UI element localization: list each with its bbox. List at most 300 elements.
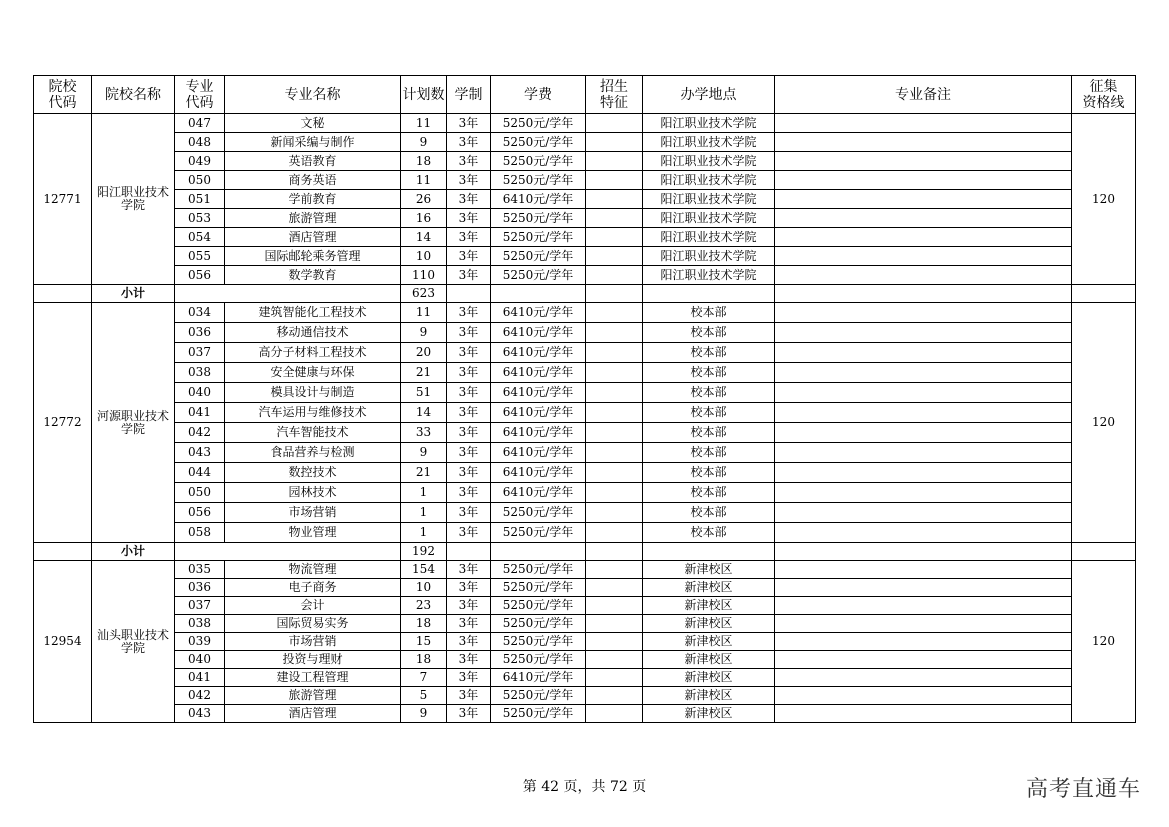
campus-cell: 校本部: [643, 523, 775, 543]
col-header-plan-count: 计划数: [401, 76, 447, 114]
major-name-cell: 国际贸易实务: [225, 615, 401, 633]
col-header-remarks: 专业备注: [775, 76, 1072, 114]
tuition-cell: 5250元/学年: [491, 687, 586, 705]
subtotal-blank-cell: [643, 543, 775, 561]
remarks-cell: [775, 209, 1072, 228]
duration-cell: 3年: [447, 669, 491, 687]
tuition-cell: 5250元/学年: [491, 503, 586, 523]
tuition-cell: 5250元/学年: [491, 561, 586, 579]
col-header-school-code: 院校 代码: [34, 76, 92, 114]
subtotal-row: [34, 543, 1136, 561]
major-name-cell: 建设工程管理: [225, 669, 401, 687]
remarks-cell: [775, 633, 1072, 651]
tuition-cell: 6410元/学年: [491, 443, 586, 463]
subtotal-value: 192: [401, 543, 447, 561]
tuition-cell: 5250元/学年: [491, 523, 586, 543]
campus-cell: 新津校区: [643, 687, 775, 705]
major-code-cell: 035: [175, 561, 225, 579]
plan-count-cell: 20: [401, 343, 447, 363]
table-row: [34, 463, 1136, 483]
subtotal-blank-cell: [586, 285, 643, 303]
plan-count-cell: 10: [401, 247, 447, 266]
plan-count-cell: 11: [401, 171, 447, 190]
tuition-cell: 5250元/学年: [491, 651, 586, 669]
table-row: [34, 343, 1136, 363]
duration-cell: 3年: [447, 383, 491, 403]
major-code-cell: 043: [175, 705, 225, 723]
enroll-feature-cell: [586, 615, 643, 633]
major-code-cell: 042: [175, 687, 225, 705]
major-name-cell: 市场营销: [225, 633, 401, 651]
school-name-cell: 阳江职业技术学院: [92, 114, 175, 285]
subtotal-blank-cell: [491, 543, 586, 561]
tuition-cell: 5250元/学年: [491, 266, 586, 285]
col-header-qualify-line: 征集 资格线: [1072, 76, 1136, 114]
major-code-cell: 054: [175, 228, 225, 247]
school-name-cell: 河源职业技术学院: [92, 303, 175, 543]
remarks-cell: [775, 687, 1072, 705]
campus-cell: 阳江职业技术学院: [643, 209, 775, 228]
plan-count-cell: 51: [401, 383, 447, 403]
plan-count-cell: 18: [401, 152, 447, 171]
enroll-feature-cell: [586, 363, 643, 383]
major-code-cell: 055: [175, 247, 225, 266]
table-row: [34, 503, 1136, 523]
table-row: [34, 483, 1136, 503]
campus-cell: 新津校区: [643, 579, 775, 597]
major-name-cell: 学前教育: [225, 190, 401, 209]
table-row: [34, 705, 1136, 723]
duration-cell: 3年: [447, 443, 491, 463]
major-name-cell: 国际邮轮乘务管理: [225, 247, 401, 266]
tuition-cell: 6410元/学年: [491, 483, 586, 503]
campus-cell: 新津校区: [643, 705, 775, 723]
tuition-cell: 5250元/学年: [491, 705, 586, 723]
major-name-cell: 商务英语: [225, 171, 401, 190]
tuition-cell: 5250元/学年: [491, 152, 586, 171]
remarks-cell: [775, 114, 1072, 133]
major-name-cell: 汽车智能技术: [225, 423, 401, 443]
enroll-feature-cell: [586, 579, 643, 597]
duration-cell: 3年: [447, 114, 491, 133]
subtotal-row: [34, 285, 1136, 303]
tuition-cell: 6410元/学年: [491, 383, 586, 403]
header-row: [34, 76, 1136, 114]
major-name-cell: 电子商务: [225, 579, 401, 597]
remarks-cell: [775, 247, 1072, 266]
qualify-line-cell: 120: [1072, 303, 1136, 543]
col-header-duration: 学制: [447, 76, 491, 114]
campus-cell: 校本部: [643, 343, 775, 363]
tuition-cell: 6410元/学年: [491, 423, 586, 443]
duration-cell: 3年: [447, 303, 491, 323]
major-code-cell: 056: [175, 266, 225, 285]
plan-count-cell: 18: [401, 615, 447, 633]
campus-cell: 校本部: [643, 443, 775, 463]
table-row: [34, 443, 1136, 463]
table-row: [34, 323, 1136, 343]
duration-cell: 3年: [447, 483, 491, 503]
duration-cell: 3年: [447, 247, 491, 266]
major-name-cell: 投资与理财: [225, 651, 401, 669]
tuition-cell: 6410元/学年: [491, 303, 586, 323]
campus-cell: 校本部: [643, 463, 775, 483]
major-name-cell: 市场营销: [225, 503, 401, 523]
major-name-cell: 移动通信技术: [225, 323, 401, 343]
school-code-cell: 12954: [34, 561, 92, 723]
duration-cell: 3年: [447, 133, 491, 152]
table-row: [34, 114, 1136, 133]
subtotal-blank-cell: [447, 543, 491, 561]
table-row: [34, 228, 1136, 247]
enroll-feature-cell: [586, 190, 643, 209]
remarks-cell: [775, 423, 1072, 443]
duration-cell: 3年: [447, 561, 491, 579]
major-name-cell: 旅游管理: [225, 687, 401, 705]
enroll-feature-cell: [586, 633, 643, 651]
major-name-cell: 高分子材料工程技术: [225, 343, 401, 363]
remarks-cell: [775, 133, 1072, 152]
enroll-feature-cell: [586, 423, 643, 443]
subtotal-blank-cell: [34, 285, 92, 303]
subtotal-blank-cell: [643, 285, 775, 303]
duration-cell: 3年: [447, 423, 491, 443]
col-header-tuition: 学费: [491, 76, 586, 114]
tuition-cell: 5250元/学年: [491, 114, 586, 133]
table-row: [34, 687, 1136, 705]
plan-count-cell: 14: [401, 228, 447, 247]
col-header-enroll-feature: 招生 特征: [586, 76, 643, 114]
enroll-feature-cell: [586, 669, 643, 687]
major-name-cell: 文秘: [225, 114, 401, 133]
enroll-feature-cell: [586, 228, 643, 247]
duration-cell: 3年: [447, 190, 491, 209]
enroll-feature-cell: [586, 343, 643, 363]
duration-cell: 3年: [447, 503, 491, 523]
enroll-feature-cell: [586, 303, 643, 323]
major-code-cell: 038: [175, 363, 225, 383]
page-footer: 第 42 页，共 72 页: [522, 779, 647, 795]
remarks-cell: [775, 266, 1072, 285]
plan-count-cell: 5: [401, 687, 447, 705]
tuition-cell: 5250元/学年: [491, 171, 586, 190]
major-name-cell: 食品营养与检测: [225, 443, 401, 463]
table-row: [34, 209, 1136, 228]
major-name-cell: 模具设计与制造: [225, 383, 401, 403]
duration-cell: 3年: [447, 687, 491, 705]
table-row: [34, 152, 1136, 171]
duration-cell: 3年: [447, 523, 491, 543]
major-name-cell: 园林技术: [225, 483, 401, 503]
plan-count-cell: 11: [401, 303, 447, 323]
major-name-cell: 安全健康与环保: [225, 363, 401, 383]
remarks-cell: [775, 323, 1072, 343]
duration-cell: 3年: [447, 152, 491, 171]
tuition-cell: 5250元/学年: [491, 615, 586, 633]
tuition-cell: 5250元/学年: [491, 579, 586, 597]
campus-cell: 新津校区: [643, 597, 775, 615]
major-name-cell: 建筑智能化工程技术: [225, 303, 401, 323]
remarks-cell: [775, 343, 1072, 363]
major-code-cell: 037: [175, 597, 225, 615]
major-code-cell: 044: [175, 463, 225, 483]
plan-count-cell: 154: [401, 561, 447, 579]
duration-cell: 3年: [447, 651, 491, 669]
plan-count-cell: 18: [401, 651, 447, 669]
remarks-cell: [775, 483, 1072, 503]
table-row: [34, 133, 1136, 152]
duration-cell: 3年: [447, 705, 491, 723]
duration-cell: 3年: [447, 463, 491, 483]
qualify-line-cell: 120: [1072, 561, 1136, 723]
remarks-cell: [775, 705, 1072, 723]
major-code-cell: 049: [175, 152, 225, 171]
major-code-cell: 040: [175, 651, 225, 669]
tuition-cell: 6410元/学年: [491, 323, 586, 343]
col-header-major-code: 专业 代码: [175, 76, 225, 114]
campus-cell: 校本部: [643, 483, 775, 503]
duration-cell: 3年: [447, 403, 491, 423]
enroll-feature-cell: [586, 152, 643, 171]
table-row: [34, 363, 1136, 383]
enroll-feature-cell: [586, 383, 643, 403]
campus-cell: 新津校区: [643, 669, 775, 687]
enroll-feature-cell: [586, 483, 643, 503]
campus-cell: 阳江职业技术学院: [643, 152, 775, 171]
enroll-feature-cell: [586, 651, 643, 669]
subtotal-blank-cell: [586, 543, 643, 561]
plan-count-cell: 9: [401, 443, 447, 463]
table-row: [34, 303, 1136, 323]
campus-cell: 新津校区: [643, 633, 775, 651]
major-code-cell: 042: [175, 423, 225, 443]
tuition-cell: 6410元/学年: [491, 343, 586, 363]
major-code-cell: 043: [175, 443, 225, 463]
enroll-feature-cell: [586, 403, 643, 423]
major-code-cell: 034: [175, 303, 225, 323]
plan-count-cell: 9: [401, 133, 447, 152]
enroll-feature-cell: [586, 323, 643, 343]
subtotal-blank-cell: [34, 543, 92, 561]
table-row: [34, 651, 1136, 669]
tuition-cell: 6410元/学年: [491, 669, 586, 687]
col-header-major-name: 专业名称: [225, 76, 401, 114]
remarks-cell: [775, 383, 1072, 403]
table-row: [34, 423, 1136, 443]
major-code-cell: 037: [175, 343, 225, 363]
duration-cell: 3年: [447, 615, 491, 633]
subtotal-blank-cell: [1072, 285, 1136, 303]
subtotal-blank-cell: [447, 285, 491, 303]
remarks-cell: [775, 523, 1072, 543]
table-row: [34, 247, 1136, 266]
major-name-cell: 会计: [225, 597, 401, 615]
remarks-cell: [775, 152, 1072, 171]
major-code-cell: 036: [175, 323, 225, 343]
enroll-feature-cell: [586, 597, 643, 615]
major-code-cell: 050: [175, 171, 225, 190]
remarks-cell: [775, 228, 1072, 247]
subtotal-blank-cell: [175, 543, 401, 561]
tuition-cell: 6410元/学年: [491, 463, 586, 483]
enroll-feature-cell: [586, 503, 643, 523]
enroll-feature-cell: [586, 266, 643, 285]
enroll-feature-cell: [586, 247, 643, 266]
plan-count-cell: 9: [401, 705, 447, 723]
major-code-cell: 040: [175, 383, 225, 403]
plan-count-cell: 33: [401, 423, 447, 443]
tuition-cell: 5250元/学年: [491, 247, 586, 266]
campus-cell: 新津校区: [643, 651, 775, 669]
major-code-cell: 050: [175, 483, 225, 503]
enroll-feature-cell: [586, 561, 643, 579]
major-code-cell: 036: [175, 579, 225, 597]
remarks-cell: [775, 363, 1072, 383]
school-name-cell: 汕头职业技术学院: [92, 561, 175, 723]
campus-cell: 阳江职业技术学院: [643, 114, 775, 133]
campus-cell: 校本部: [643, 503, 775, 523]
plan-count-cell: 11: [401, 114, 447, 133]
major-name-cell: 物流管理: [225, 561, 401, 579]
major-code-cell: 056: [175, 503, 225, 523]
tuition-cell: 5250元/学年: [491, 633, 586, 651]
school-code-cell: 12772: [34, 303, 92, 543]
major-name-cell: 数控技术: [225, 463, 401, 483]
qualify-line-cell: 120: [1072, 114, 1136, 285]
remarks-cell: [775, 443, 1072, 463]
plan-count-cell: 1: [401, 503, 447, 523]
subtotal-blank-cell: [1072, 543, 1136, 561]
plan-count-cell: 7: [401, 669, 447, 687]
major-code-cell: 038: [175, 615, 225, 633]
campus-cell: 校本部: [643, 363, 775, 383]
duration-cell: 3年: [447, 171, 491, 190]
tuition-cell: 5250元/学年: [491, 228, 586, 247]
duration-cell: 3年: [447, 266, 491, 285]
major-code-cell: 041: [175, 669, 225, 687]
watermark-logo: 高考直通车: [1025, 777, 1141, 802]
table-row: [34, 669, 1136, 687]
major-code-cell: 048: [175, 133, 225, 152]
campus-cell: 阳江职业技术学院: [643, 171, 775, 190]
col-header-campus: 办学地点: [643, 76, 775, 114]
major-name-cell: 旅游管理: [225, 209, 401, 228]
tuition-cell: 6410元/学年: [491, 190, 586, 209]
campus-cell: 校本部: [643, 323, 775, 343]
table-row: [34, 597, 1136, 615]
plan-count-cell: 9: [401, 323, 447, 343]
subtotal-blank-cell: [775, 285, 1072, 303]
major-code-cell: 047: [175, 114, 225, 133]
campus-cell: 校本部: [643, 403, 775, 423]
plan-count-cell: 16: [401, 209, 447, 228]
duration-cell: 3年: [447, 597, 491, 615]
enroll-feature-cell: [586, 705, 643, 723]
subtotal-label: 小计: [92, 285, 175, 303]
campus-cell: 校本部: [643, 303, 775, 323]
major-name-cell: 英语教育: [225, 152, 401, 171]
campus-cell: 新津校区: [643, 615, 775, 633]
table-row: [34, 615, 1136, 633]
plan-count-cell: 10: [401, 579, 447, 597]
tuition-cell: 5250元/学年: [491, 133, 586, 152]
col-header-school-name: 院校名称: [92, 76, 175, 114]
campus-cell: 校本部: [643, 383, 775, 403]
campus-cell: 阳江职业技术学院: [643, 228, 775, 247]
remarks-cell: [775, 463, 1072, 483]
table-row: [34, 383, 1136, 403]
remarks-cell: [775, 597, 1072, 615]
remarks-cell: [775, 579, 1072, 597]
enroll-feature-cell: [586, 523, 643, 543]
remarks-cell: [775, 303, 1072, 323]
tuition-cell: 6410元/学年: [491, 363, 586, 383]
plan-count-cell: 1: [401, 523, 447, 543]
plan-count-cell: 1: [401, 483, 447, 503]
duration-cell: 3年: [447, 228, 491, 247]
remarks-cell: [775, 503, 1072, 523]
subtotal-blank-cell: [175, 285, 401, 303]
campus-cell: 阳江职业技术学院: [643, 190, 775, 209]
subtotal-blank-cell: [775, 543, 1072, 561]
campus-cell: 阳江职业技术学院: [643, 247, 775, 266]
enroll-feature-cell: [586, 463, 643, 483]
major-code-cell: 053: [175, 209, 225, 228]
subtotal-blank-cell: [491, 285, 586, 303]
tuition-cell: 6410元/学年: [491, 403, 586, 423]
remarks-cell: [775, 651, 1072, 669]
plan-count-cell: 23: [401, 597, 447, 615]
plan-count-cell: 21: [401, 463, 447, 483]
remarks-cell: [775, 615, 1072, 633]
table-row: [34, 579, 1136, 597]
major-name-cell: 新闻采编与制作: [225, 133, 401, 152]
tuition-cell: 5250元/学年: [491, 209, 586, 228]
duration-cell: 3年: [447, 363, 491, 383]
enroll-feature-cell: [586, 443, 643, 463]
table-row: [34, 561, 1136, 579]
table-row: [34, 190, 1136, 209]
major-code-cell: 041: [175, 403, 225, 423]
enroll-feature-cell: [586, 687, 643, 705]
duration-cell: 3年: [447, 343, 491, 363]
subtotal-label: 小计: [92, 543, 175, 561]
plan-count-cell: 14: [401, 403, 447, 423]
campus-cell: 阳江职业技术学院: [643, 133, 775, 152]
enroll-feature-cell: [586, 114, 643, 133]
table-row: [34, 171, 1136, 190]
plan-count-cell: 21: [401, 363, 447, 383]
major-code-cell: 058: [175, 523, 225, 543]
major-name-cell: 汽车运用与维修技术: [225, 403, 401, 423]
enroll-feature-cell: [586, 171, 643, 190]
enroll-feature-cell: [586, 133, 643, 152]
remarks-cell: [775, 403, 1072, 423]
admission-table: [33, 75, 1136, 723]
remarks-cell: [775, 561, 1072, 579]
subtotal-value: 623: [401, 285, 447, 303]
plan-count-cell: 110: [401, 266, 447, 285]
major-name-cell: 酒店管理: [225, 228, 401, 247]
remarks-cell: [775, 669, 1072, 687]
campus-cell: 新津校区: [643, 561, 775, 579]
remarks-cell: [775, 190, 1072, 209]
major-name-cell: 物业管理: [225, 523, 401, 543]
duration-cell: 3年: [447, 323, 491, 343]
campus-cell: 阳江职业技术学院: [643, 266, 775, 285]
major-name-cell: 酒店管理: [225, 705, 401, 723]
table-row: [34, 266, 1136, 285]
